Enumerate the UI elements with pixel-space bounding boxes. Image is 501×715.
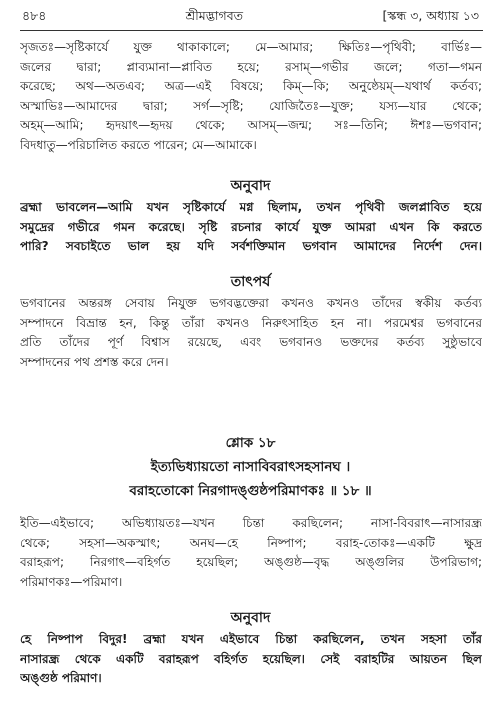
purport-heading: তাৎপর্য bbox=[230, 274, 271, 290]
purport-line: প্রতি তাঁদের পূর্ণ বিশ্বাস রয়েছে, এবং ভগবানও ভক্তদের কর্তব্য সুষ্ঠুভাবে bbox=[20, 335, 482, 349]
synonym-line: বরাহরূপ; নিরগাৎ—বহির্গত হয়েছিল; অঙ্গুষ্ঠ—বৃদ্ধ অঙ্গুলির উপরিভাগ; bbox=[20, 555, 482, 569]
purport-text bbox=[20, 294, 482, 372]
translation-line: সমুদ্রের গভীরে গমন করেছে। সৃষ্টি রচনার কার্যে যুক্ত আমরা এখন কি করতে bbox=[20, 219, 482, 234]
purport-line: সম্পাদনে বিভ্রান্ত হন, কিন্তু তাঁরা কখনও নিরুৎসাহিত হন না। পরমেশ্বর ভগবানের bbox=[20, 315, 482, 330]
synonym-line: সৃজতঃ—সৃষ্টিকার্যে যুক্ত থাকাকালে; মে—আমার; ক্ষিতিঃ—পৃথিবী; বার্ভিঃ— bbox=[20, 40, 482, 54]
verse-number: শ্লোক ১৮ bbox=[225, 435, 276, 451]
chapter-reference: [স্কন্ধ ৩, অধ্যায় ১৩ bbox=[382, 8, 479, 23]
synonym-line: বিদধাতু—পরিচালিত করতে পারেন; মে—আমাকে। bbox=[20, 137, 257, 152]
synonyms-bottom bbox=[20, 514, 482, 592]
synonyms-top bbox=[20, 38, 482, 155]
synonym-line: ইতি—এইভাবে; অভিধ্যায়তঃ—যখন চিন্তা করছিলেন; নাসা-বিবরাৎ—নাসারন্ধ্র bbox=[20, 516, 482, 530]
synonym-line: থেকে; সহসা—অকস্মাৎ; অনঘ—হে নিষ্পাপ; বরাহ-তোকঃ—একটি ক্ষুদ্র bbox=[20, 535, 482, 550]
translation-text-2 bbox=[20, 630, 482, 689]
translation-line: পারি? সবচাইতে ভাল হয় যদি সর্বশক্তিমান ভগবান আমাদের নির্দেশ দেন। bbox=[20, 239, 482, 253]
page-number: ৪৮৪ bbox=[22, 8, 47, 23]
translation-heading: অনুবাদ bbox=[230, 178, 271, 194]
translation-text bbox=[20, 198, 482, 257]
purport-line: সম্পাদনের পথ প্রশস্ত করে দেন। bbox=[20, 354, 169, 369]
translation-line: ব্রহ্মা ভাবলেন—আমি যখন সৃষ্টিকার্যে মগ্ন ছিলাম, তখন পৃথিবী জলপ্লাবিত হয়ে bbox=[20, 200, 482, 214]
translation-line: অঙ্গুষ্ঠ পরিমাণ। bbox=[20, 671, 102, 685]
synonym-line: জলের দ্বারা; প্লাব্যমানা—প্লাবিত হয়ে; রসাম্—গভীর জলে; গতা—গমন bbox=[20, 59, 482, 74]
page-header bbox=[22, 8, 479, 28]
synonym-line: অস্মাভিঃ—আমাদের দ্বারা; সর্গ—সৃষ্টি; যোজিতৈঃ—যুক্ত; যস্য—যার থেকে; bbox=[20, 98, 482, 113]
translation-line: নাসারন্ধ্র থেকে একটি বরাহরূপ বহির্গত হয়েছিল। সেই বরাহটির আয়তন ছিল bbox=[20, 651, 482, 666]
verse-line-2: বরাহতোকো নিরগাদঙ্গুষ্ঠপরিমাণকঃ ॥ ১৮ ॥ bbox=[129, 483, 372, 499]
translation-heading-2: অনুবাদ bbox=[230, 610, 271, 626]
book-title: শ্রীমদ্ভাগবত bbox=[185, 8, 244, 23]
synonym-line: অহম্—আমি; হৃদয়াৎ—হৃদয় থেকে; আসম্—জন্ম; সঃ—তিনি; ঈশঃ—ভগবান; bbox=[20, 118, 482, 132]
verse-line-1: ইত্যভিধ্যায়তো নাসাবিবরাৎসহসানঘ । bbox=[150, 459, 351, 475]
purport-line: ভগবানের অন্তরঙ্গ সেবায় নিযুক্ত ভগবদ্ভক্তেরা কখনও কখনও তাঁদের স্বকীয় কর্তব্য bbox=[20, 296, 482, 310]
translation-line: হে নিষ্পাপ বিদুর! ব্রহ্মা যখন এইভাবে চিন্তা করছিলেন, তখন সহসা তাঁর bbox=[20, 632, 482, 646]
header-rule bbox=[20, 30, 483, 31]
synonym-line: পরিমাণকঃ—পরিমাণ। bbox=[20, 574, 123, 589]
synonym-line: করেছে; অথ—অতএব; অত্র—এই বিষয়ে; কিম্—কি; অনুষ্ঠেয়ম্—যথার্থ কর্তব্য; bbox=[20, 79, 482, 93]
